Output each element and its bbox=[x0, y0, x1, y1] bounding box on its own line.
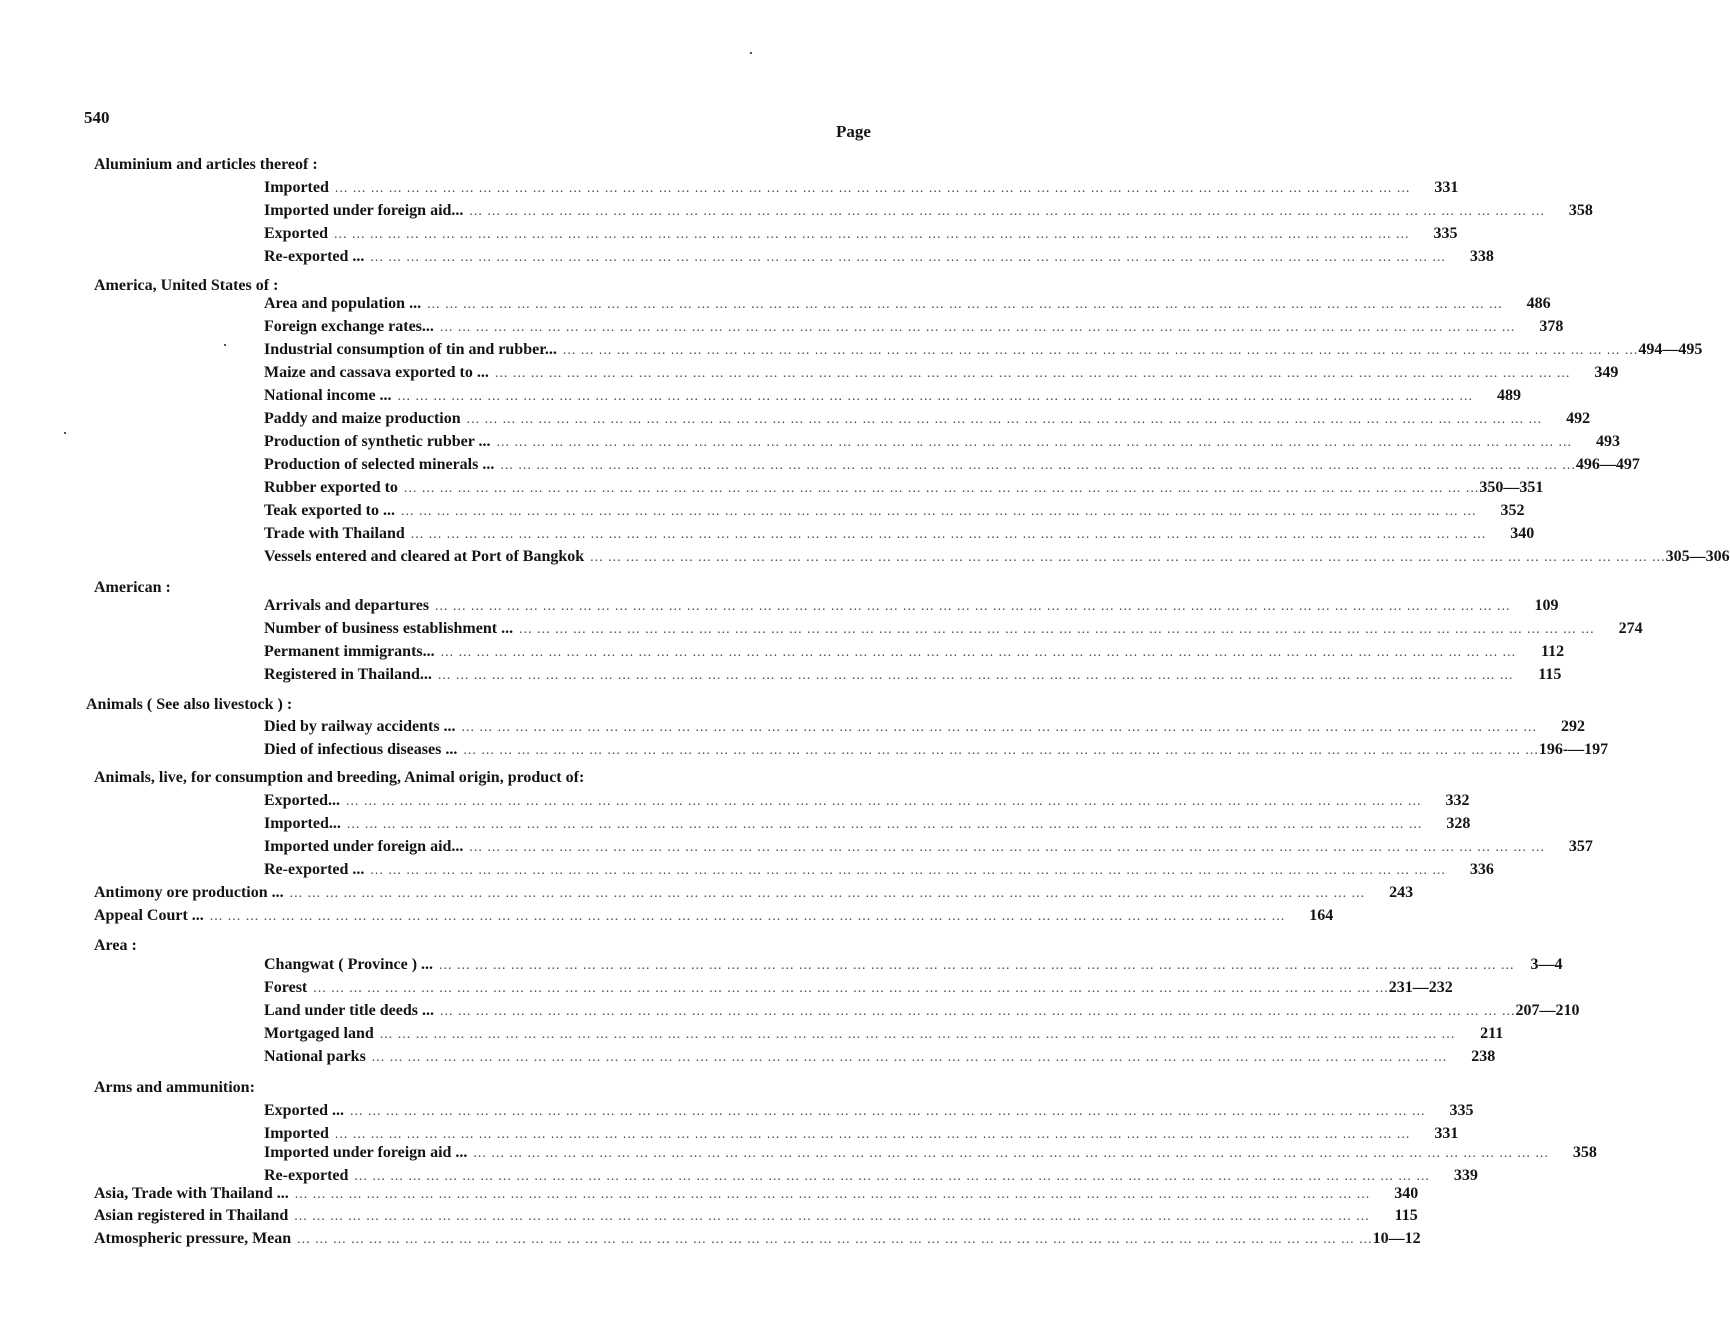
entry-page: 486 bbox=[1526, 295, 1551, 312]
entry-label: Appeal Court ... bbox=[94, 907, 204, 924]
leader-dots: ... ... ... ... ... ... ... ... ... ... ... ... ... ... ... ... ... ... ... ... ... ... ... ... ... ... ... ... ... ... ... ... ... ... ... ... ... ... ... ... ... ... ... ... ... ... ... ... ... ... ... ... ... ... ... ... ... ... ... ... bbox=[494, 366, 1571, 381]
entry-label: Permanent immigrants... bbox=[264, 643, 435, 660]
index-entry bbox=[264, 859, 1494, 881]
entry-label: Production of synthetic rubber ... bbox=[264, 433, 491, 450]
entry-label: Land under title deeds ... bbox=[264, 1002, 434, 1019]
entry-page: 274 bbox=[1618, 620, 1643, 637]
entry-page: 331 bbox=[1434, 1125, 1459, 1142]
entry-label: Production of selected minerals ... bbox=[264, 456, 495, 473]
entry-page: 243 bbox=[1389, 884, 1414, 901]
index-entry bbox=[264, 316, 1564, 338]
leader-dots: ... ... ... ... ... ... ... ... ... ... ... ... ... ... ... ... ... ... ... ... ... ... ... ... ... ... ... ... ... ... ... ... ... ... ... ... ... ... ... ... ... ... ... ... ... ... ... ... ... ... ... ... ... ... ... ... ... ... ... ... bbox=[400, 504, 1477, 519]
index-entry bbox=[264, 790, 1470, 812]
entry-label: Antimony ore production ... bbox=[94, 884, 284, 901]
leader-dots: ... ... ... ... ... ... ... ... ... ... ... ... ... ... ... ... ... ... ... ... ... ... ... ... ... ... ... ... ... ... ... ... ... ... ... ... ... ... ... ... ... ... ... ... ... ... ... ... ... ... ... ... ... ... ... ... ... ... ... ... bbox=[439, 320, 1516, 335]
index-entry bbox=[264, 362, 1619, 384]
entry-page: 331 bbox=[1434, 179, 1459, 196]
entry-page: 335 bbox=[1433, 225, 1458, 242]
leader-dots: ... ... ... ... ... ... ... ... ... ... ... ... ... ... ... ... ... ... ... ... ... ... ... ... ... ... ... ... ... ... ... ... ... ... ... ... ... ... ... ... ... ... ... ... ... ... ... ... ... ... ... ... ... ... ... ... ... ... ... ... bbox=[397, 389, 1474, 404]
entry-page: 3—4 bbox=[1530, 956, 1563, 973]
leader-dots: ... ... ... ... ... ... ... ... ... ... ... ... ... ... ... ... ... ... ... ... ... ... ... ... ... ... ... ... ... ... ... ... ... ... ... ... ... ... ... ... ... ... ... ... ... ... ... ... ... ... ... ... ... ... ... ... ... ... ... ... bbox=[461, 720, 1538, 735]
leader-dots: ... ... ... ... ... ... ... ... ... ... ... ... ... ... ... ... ... ... ... ... ... ... ... ... ... ... ... ... ... ... ... ... ... ... ... ... ... ... ... ... ... ... ... ... ... ... ... ... ... ... ... ... ... ... ... ... ... ... ... ... bbox=[496, 435, 1573, 450]
entry-label: Changwat ( Province ) ... bbox=[264, 956, 434, 973]
entry-page: 489 bbox=[1497, 387, 1522, 404]
leader-dots: ... ... ... ... ... ... ... ... ... ... ... ... ... ... ... ... ... ... ... ... ... ... ... ... ... ... ... ... ... ... ... ... ... ... ... ... ... ... ... ... ... ... ... ... ... ... ... ... ... ... ... ... ... ... ... ... ... ... ... ... bbox=[437, 668, 1514, 683]
entry-page: 231—232 bbox=[1388, 979, 1453, 996]
leader-dots: ... ... ... ... ... ... ... ... ... ... ... ... ... ... ... ... ... ... ... ... ... ... ... ... ... ... ... ... ... ... ... ... ... ... ... ... ... ... ... ... ... ... ... ... ... ... ... ... ... ... ... ... ... ... ... ... ... ... ... ... bbox=[500, 458, 1576, 473]
leader-dots: ... ... ... ... ... ... ... ... ... ... ... ... ... ... ... ... ... ... ... ... ... ... ... ... ... ... ... ... ... ... ... ... ... ... ... ... ... ... ... ... ... ... ... ... ... ... ... ... ... ... ... ... ... ... ... ... ... ... ... ... bbox=[440, 645, 1517, 660]
leader-dots: ... ... ... ... ... ... ... ... ... ... ... ... ... ... ... ... ... ... ... ... ... ... ... ... ... ... ... ... ... ... ... ... ... ... ... ... ... ... ... ... ... ... ... ... ... ... ... ... ... ... ... ... ... ... ... ... ... ... ... ... bbox=[350, 1104, 1426, 1119]
entry-page: 349 bbox=[1594, 364, 1619, 381]
entry-page: 492 bbox=[1566, 410, 1591, 427]
entry-page: 496—497 bbox=[1575, 456, 1640, 473]
entry-page: 292 bbox=[1561, 718, 1586, 735]
entry-label: Imported under foreign aid... bbox=[264, 202, 464, 219]
page-number: 540 bbox=[84, 108, 110, 127]
entry-label: Arrivals and departures bbox=[264, 597, 430, 614]
leader-dots: ... ... ... ... ... ... ... ... ... ... ... ... ... ... ... ... ... ... ... ... ... ... ... ... ... ... ... ... ... ... ... ... ... ... ... ... ... ... ... ... ... ... ... ... ... ... ... ... ... ... ... ... ... ... ... ... ... ... ... ... bbox=[289, 886, 1366, 901]
leader-dots: ... ... ... ... ... ... ... ... ... ... ... ... ... ... ... ... ... ... ... ... ... ... ... ... ... ... ... ... ... ... ... ... ... ... ... ... ... ... ... ... ... ... ... ... ... ... ... ... ... ... ... ... ... ... ... ... ... ... ... ... bbox=[346, 794, 1422, 809]
index-entry bbox=[264, 339, 1703, 361]
leader-dots: ... ... ... ... ... ... ... ... ... ... ... ... ... ... ... ... ... ... ... ... ... ... ... ... ... ... ... ... ... ... ... ... ... ... ... ... ... ... ... ... ... ... ... ... ... ... ... ... ... ... ... ... ... ... ... ... ... ... ... ... bbox=[427, 297, 1503, 312]
leader-dots: ... ... ... ... ... ... ... ... ... ... ... ... ... ... ... ... ... ... ... ... ... ... ... ... ... ... ... ... ... ... ... ... ... ... ... ... ... ... ... ... ... ... ... ... ... ... ... ... ... ... ... ... ... ... ... ... ... ... ... ... bbox=[346, 817, 1423, 832]
index-entry bbox=[264, 664, 1562, 686]
entry-label: Foreign exchange rates... bbox=[264, 318, 434, 335]
leader-dots: ... ... ... ... ... ... ... ... ... ... ... ... ... ... ... ... ... ... ... ... ... ... ... ... ... ... ... ... ... ... ... ... ... ... ... ... ... ... ... ... ... ... ... ... ... ... ... ... ... ... ... ... ... ... ... ... ... ... ... ... bbox=[519, 622, 1595, 637]
leader-dots: ... ... ... ... ... ... ... ... ... ... ... ... ... ... ... ... ... ... ... ... ... ... ... ... ... ... ... ... ... ... ... ... ... ... ... ... ... ... ... ... ... ... ... ... ... ... ... ... ... ... ... ... ... ... ... ... ... ... ... ... bbox=[370, 863, 1446, 878]
entry-label: Vessels entered and cleared at Port of Bangkok bbox=[264, 548, 585, 565]
index-heading-animals: Animals ( See also livestock ) : bbox=[86, 696, 293, 713]
index-entry bbox=[264, 836, 1593, 858]
index-entry bbox=[264, 177, 1459, 199]
index-entry bbox=[264, 1046, 1496, 1068]
entry-label: Exported bbox=[264, 225, 328, 242]
leader-dots: ... ... ... ... ... ... ... ... ... ... ... ... ... ... ... ... ... ... ... ... ... ... ... ... ... ... ... ... ... ... ... ... ... ... ... ... ... ... ... ... ... ... ... ... ... ... ... ... ... ... ... ... ... ... ... ... ... ... ... ... bbox=[209, 909, 1286, 924]
index-entry bbox=[264, 200, 1593, 222]
entry-label: Industrial consumption of tin and rubber... bbox=[264, 341, 557, 358]
leader-dots: ... ... ... ... ... ... ... ... ... ... ... ... ... ... ... ... ... ... ... ... ... ... ... ... ... ... ... ... ... ... ... ... ... ... ... ... ... ... ... ... ... ... ... ... ... ... ... ... ... ... ... ... ... ... ... ... ... ... ... ... bbox=[371, 1050, 1448, 1065]
entry-label: Re-exported bbox=[264, 1167, 349, 1184]
entry-page: 357 bbox=[1568, 838, 1593, 855]
entry-page: 115 bbox=[1394, 1207, 1418, 1224]
entry-page: 358 bbox=[1572, 1144, 1597, 1161]
leader-dots: ... ... ... ... ... ... ... ... ... ... ... ... ... ... ... ... ... ... ... ... ... ... ... ... ... ... ... ... ... ... ... ... ... ... ... ... ... ... ... ... ... ... ... ... ... ... ... ... ... ... ... ... ... ... ... ... ... ... ... ... bbox=[469, 840, 1545, 855]
entry-page: 352 bbox=[1500, 502, 1525, 519]
index-entry bbox=[264, 546, 1730, 568]
leader-dots: ... ... ... ... ... ... ... ... ... ... ... ... ... ... ... ... ... ... ... ... ... ... ... ... ... ... ... ... ... ... ... ... ... ... ... ... ... ... ... ... ... ... ... ... ... ... ... ... ... ... ... ... ... ... ... ... ... ... ... ... bbox=[297, 1232, 1373, 1247]
page-column-header: Page bbox=[836, 122, 871, 141]
index-entry bbox=[94, 1183, 1419, 1205]
entry-page: 109 bbox=[1534, 597, 1559, 614]
entry-page: 328 bbox=[1446, 815, 1471, 832]
entry-page: 340 bbox=[1510, 525, 1535, 542]
entry-label: National income ... bbox=[264, 387, 392, 404]
entry-label: Asia, Trade with Thailand ... bbox=[94, 1185, 289, 1202]
leader-dots: ... ... ... ... ... ... ... ... ... ... ... ... ... ... ... ... ... ... ... ... ... ... ... ... ... ... ... ... ... ... ... ... ... ... ... ... ... ... ... ... ... ... ... ... ... ... ... ... ... ... ... ... ... ... ... ... ... ... ... ... bbox=[294, 1187, 1371, 1202]
leader-dots: ... ... ... ... ... ... ... ... ... ... ... ... ... ... ... ... ... ... ... ... ... ... ... ... ... ... ... ... ... ... ... ... ... ... ... ... ... ... ... ... ... ... ... ... ... ... ... ... ... ... ... ... ... ... ... ... ... ... ... ... bbox=[562, 343, 1639, 358]
entry-page: 305—306 bbox=[1665, 548, 1730, 565]
entry-label: Exported ... bbox=[264, 1102, 344, 1119]
index-entry bbox=[94, 882, 1414, 904]
scan-speck bbox=[750, 52, 752, 54]
entry-page: 340 bbox=[1394, 1185, 1419, 1202]
leader-dots: ... ... ... ... ... ... ... ... ... ... ... ... ... ... ... ... ... ... ... ... ... ... ... ... ... ... ... ... ... ... ... ... ... ... ... ... ... ... ... ... ... ... ... ... ... ... ... ... ... ... ... ... ... ... ... ... ... ... ... ... bbox=[435, 599, 1511, 614]
entry-page: 115 bbox=[1538, 666, 1562, 683]
scan-speck bbox=[64, 432, 66, 434]
entry-label: Died of infectious diseases ... bbox=[264, 741, 458, 758]
entry-page: 112 bbox=[1541, 643, 1565, 660]
index-heading-animals-live: Animals, live, for consumption and breeding, Animal origin, product of: bbox=[94, 769, 585, 786]
index-entry bbox=[264, 523, 1535, 545]
leader-dots: ... ... ... ... ... ... ... ... ... ... ... ... ... ... ... ... ... ... ... ... ... ... ... ... ... ... ... ... ... ... ... ... ... ... ... ... ... ... ... ... ... ... ... ... ... ... ... ... ... ... ... ... ... ... ... ... ... ... ... ... bbox=[590, 550, 1666, 565]
index-heading-american: American : bbox=[94, 579, 171, 596]
entry-label: Imported under foreign aid... bbox=[264, 838, 464, 855]
entry-label: Mortgaged land bbox=[264, 1025, 374, 1042]
entry-page: 350—351 bbox=[1479, 479, 1544, 496]
entry-page: 378 bbox=[1539, 318, 1564, 335]
leader-dots: ... ... ... ... ... ... ... ... ... ... ... ... ... ... ... ... ... ... ... ... ... ... ... ... ... ... ... ... ... ... ... ... ... ... ... ... ... ... ... ... ... ... ... ... ... ... ... ... ... ... ... ... ... ... ... ... ... ... ... ... bbox=[473, 1146, 1549, 1161]
entry-page: 211 bbox=[1480, 1025, 1504, 1042]
entry-page: 335 bbox=[1449, 1102, 1474, 1119]
entry-label: National parks bbox=[264, 1048, 366, 1065]
leader-dots: ... ... ... ... ... ... ... ... ... ... ... ... ... ... ... ... ... ... ... ... ... ... ... ... ... ... ... ... ... ... ... ... ... ... ... ... ... ... ... ... ... ... ... ... ... ... ... ... ... ... ... ... ... ... ... ... ... ... ... ... bbox=[370, 250, 1446, 265]
entry-label: Number of business establishment ... bbox=[264, 620, 514, 637]
leader-dots: ... ... ... ... ... ... ... ... ... ... ... ... ... ... ... ... ... ... ... ... ... ... ... ... ... ... ... ... ... ... ... ... ... ... ... ... ... ... ... ... ... ... ... ... ... ... ... ... ... ... ... ... ... ... ... ... ... ... ... ... bbox=[463, 743, 1539, 758]
index-heading-arms: Arms and ammunition: bbox=[94, 1079, 255, 1096]
entry-label: Forest bbox=[264, 979, 308, 996]
index-entry bbox=[94, 1228, 1421, 1250]
entry-page: 238 bbox=[1471, 1048, 1496, 1065]
entry-page: 10—12 bbox=[1372, 1230, 1421, 1247]
entry-label: Registered in Thailand... bbox=[264, 666, 432, 683]
entry-label: Imported bbox=[264, 1125, 329, 1142]
entry-page: 336 bbox=[1469, 861, 1494, 878]
entry-label: Trade with Thailand bbox=[264, 525, 405, 542]
index-entry bbox=[94, 905, 1334, 927]
index-entry bbox=[264, 641, 1565, 663]
entry-label: Died by railway accidents ... bbox=[264, 718, 456, 735]
entry-label: Maize and cassava exported to ... bbox=[264, 364, 489, 381]
leader-dots: ... ... ... ... ... ... ... ... ... ... ... ... ... ... ... ... ... ... ... ... ... ... ... ... ... ... ... ... ... ... ... ... ... ... ... ... ... ... ... ... ... ... ... ... ... ... ... ... ... ... ... ... ... ... ... ... ... ... ... ... bbox=[410, 527, 1487, 542]
index-entry bbox=[264, 500, 1525, 522]
entry-page: 332 bbox=[1445, 792, 1470, 809]
entry-label: Atmospheric pressure, Mean bbox=[94, 1230, 292, 1247]
index-entry bbox=[264, 477, 1544, 499]
entry-label: Re-exported ... bbox=[264, 861, 365, 878]
entry-label: Rubber exported to bbox=[264, 479, 398, 496]
leader-dots: ... ... ... ... ... ... ... ... ... ... ... ... ... ... ... ... ... ... ... ... ... ... ... ... ... ... ... ... ... ... ... ... ... ... ... ... ... ... ... ... ... ... ... ... ... ... ... ... ... ... ... ... ... ... ... ... ... ... ... ... bbox=[403, 481, 1480, 496]
index-entry bbox=[264, 431, 1621, 453]
index-heading-aluminium: Aluminium and articles thereof : bbox=[94, 156, 318, 173]
index-entry bbox=[264, 739, 1609, 761]
leader-dots: ... ... ... ... ... ... ... ... ... ... ... ... ... ... ... ... ... ... ... ... ... ... ... ... ... ... ... ... ... ... ... ... ... ... ... ... ... ... ... ... ... ... ... ... ... ... ... ... ... ... ... ... ... ... ... ... ... ... ... ... bbox=[354, 1169, 1430, 1184]
entry-label: Area and population ... bbox=[264, 295, 422, 312]
leader-dots: ... ... ... ... ... ... ... ... ... ... ... ... ... ... ... ... ... ... ... ... ... ... ... ... ... ... ... ... ... ... ... ... ... ... ... ... ... ... ... ... ... ... ... ... ... ... ... ... ... ... ... ... ... ... ... ... ... ... ... ... bbox=[334, 1127, 1411, 1142]
index-entry bbox=[264, 977, 1453, 999]
leader-dots: ... ... ... ... ... ... ... ... ... ... ... ... ... ... ... ... ... ... ... ... ... ... ... ... ... ... ... ... ... ... ... ... ... ... ... ... ... ... ... ... ... ... ... ... ... ... ... ... ... ... ... ... ... ... ... ... ... ... ... ... bbox=[313, 981, 1389, 996]
entry-label: Imported... bbox=[264, 815, 341, 832]
entry-page: 164 bbox=[1309, 907, 1334, 924]
scan-speck bbox=[224, 344, 226, 346]
entry-label: Exported... bbox=[264, 792, 340, 809]
index-entry bbox=[264, 1142, 1597, 1164]
index-entry bbox=[264, 595, 1559, 617]
leader-dots: ... ... ... ... ... ... ... ... ... ... ... ... ... ... ... ... ... ... ... ... ... ... ... ... ... ... ... ... ... ... ... ... ... ... ... ... ... ... ... ... ... ... ... ... ... ... ... ... ... ... ... ... ... ... ... ... ... ... ... ... bbox=[439, 1004, 1516, 1019]
entry-label: Teak exported to ... bbox=[264, 502, 395, 519]
index-heading-america: America, United States of : bbox=[94, 277, 279, 294]
index-entry bbox=[264, 954, 1563, 976]
index-heading-area: Area : bbox=[94, 937, 137, 954]
index-entry bbox=[264, 1000, 1580, 1022]
entry-label: Re-exported ... bbox=[264, 248, 365, 265]
index-entry bbox=[264, 454, 1640, 476]
leader-dots: ... ... ... ... ... ... ... ... ... ... ... ... ... ... ... ... ... ... ... ... ... ... ... ... ... ... ... ... ... ... ... ... ... ... ... ... ... ... ... ... ... ... ... ... ... ... ... ... ... ... ... ... ... ... ... ... ... ... ... ... bbox=[334, 227, 1410, 242]
leader-dots: ... ... ... ... ... ... ... ... ... ... ... ... ... ... ... ... ... ... ... ... ... ... ... ... ... ... ... ... ... ... ... ... ... ... ... ... ... ... ... ... ... ... ... ... ... ... ... ... ... ... ... ... ... ... ... ... ... ... ... ... bbox=[466, 412, 1543, 427]
index-entry bbox=[264, 618, 1643, 640]
leader-dots: ... ... ... ... ... ... ... ... ... ... ... ... ... ... ... ... ... ... ... ... ... ... ... ... ... ... ... ... ... ... ... ... ... ... ... ... ... ... ... ... ... ... ... ... ... ... ... ... ... ... ... ... ... ... ... ... ... ... ... ... bbox=[294, 1209, 1370, 1224]
index-entry bbox=[264, 408, 1591, 430]
entry-page: 358 bbox=[1568, 202, 1593, 219]
entry-page: 207—210 bbox=[1515, 1002, 1580, 1019]
entry-page: 339 bbox=[1453, 1167, 1478, 1184]
index-entry bbox=[264, 246, 1494, 268]
leader-dots: ... ... ... ... ... ... ... ... ... ... ... ... ... ... ... ... ... ... ... ... ... ... ... ... ... ... ... ... ... ... ... ... ... ... ... ... ... ... ... ... ... ... ... ... ... ... ... ... ... ... ... ... ... ... ... ... ... ... ... ... bbox=[379, 1027, 1456, 1042]
index-entry bbox=[264, 293, 1551, 315]
index-entry bbox=[264, 1023, 1504, 1045]
entry-page: 494—495 bbox=[1638, 341, 1703, 358]
leader-dots: ... ... ... ... ... ... ... ... ... ... ... ... ... ... ... ... ... ... ... ... ... ... ... ... ... ... ... ... ... ... ... ... ... ... ... ... ... ... ... ... ... ... ... ... ... ... ... ... ... ... ... ... ... ... ... ... ... ... ... ... bbox=[439, 958, 1515, 973]
index-entry bbox=[94, 1205, 1418, 1227]
entry-label: Imported bbox=[264, 179, 329, 196]
entry-label: Paddy and maize production bbox=[264, 410, 461, 427]
leader-dots: ... ... ... ... ... ... ... ... ... ... ... ... ... ... ... ... ... ... ... ... ... ... ... ... ... ... ... ... ... ... ... ... ... ... ... ... ... ... ... ... ... ... ... ... ... ... ... ... ... ... ... ... ... ... ... ... ... ... ... ... bbox=[469, 204, 1545, 219]
leader-dots: ... ... ... ... ... ... ... ... ... ... ... ... ... ... ... ... ... ... ... ... ... ... ... ... ... ... ... ... ... ... ... ... ... ... ... ... ... ... ... ... ... ... ... ... ... ... ... ... ... ... ... ... ... ... ... ... ... ... ... ... bbox=[334, 181, 1411, 196]
entry-label: Asian registered in Thailand bbox=[94, 1207, 289, 1224]
index-entry bbox=[264, 1100, 1474, 1122]
index-entry bbox=[264, 716, 1586, 738]
index-entry bbox=[264, 385, 1522, 407]
index-entry bbox=[264, 223, 1458, 245]
entry-page: 493 bbox=[1596, 433, 1621, 450]
index-entry bbox=[264, 813, 1471, 835]
entry-label: Imported under foreign aid ... bbox=[264, 1144, 468, 1161]
entry-page: 196-—197 bbox=[1538, 741, 1609, 758]
entry-page: 338 bbox=[1469, 248, 1494, 265]
